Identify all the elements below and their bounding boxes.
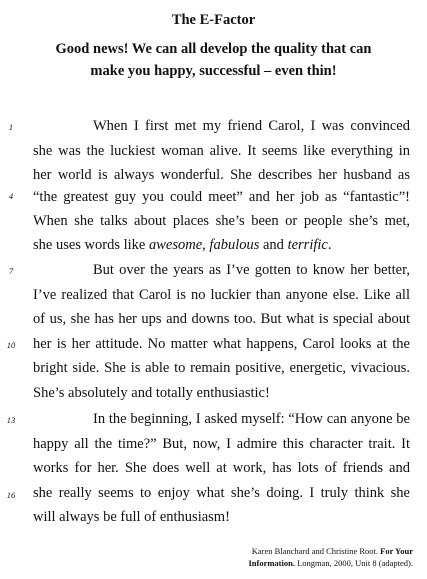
italic-word: awesome xyxy=(149,237,203,253)
line-number: 10 xyxy=(6,340,16,350)
body-line: she really seems to enjoy what she’s doing. I truly think she xyxy=(33,485,410,501)
body-line: But over the years as I’ve gotten to know her better, xyxy=(93,262,410,278)
body-line: happy all the time?” But, now, I admire this character trait. It xyxy=(33,436,410,452)
body-line: works for her. She does well at work, has lots of friends and xyxy=(33,460,410,476)
source-book-title-part-1: For Your xyxy=(380,546,413,556)
body-line-with-italics: she uses words like awesome, fabulous and terrific. xyxy=(33,237,332,253)
document-subtitle-line-2: make you happy, successful – even thin! xyxy=(90,63,337,79)
body-line: she was the luckiest woman alive. It seems like everything in xyxy=(33,143,410,159)
source-book-title-part-2: Information. xyxy=(248,558,295,568)
body-line: In the beginning, I asked myself: “How can anyone be xyxy=(93,411,410,427)
body-line: She’s absolutely and totally enthusiastic! xyxy=(33,385,270,401)
connector-word: and xyxy=(263,237,284,253)
body-line: will always be full of enthusiasm! xyxy=(33,509,230,525)
body-line: of us, she has her ups and downs too. But what is special about xyxy=(33,311,410,327)
document-title: The E-Factor xyxy=(171,12,256,28)
source-authors: Karen Blanchard and Christine Root. xyxy=(251,546,379,556)
body-line: her is her attitude. No matter what happens, Carol looks at the xyxy=(33,336,410,352)
source-citation-line-2 xyxy=(0,558,413,569)
body-line: When I first met my friend Carol, I was convinced xyxy=(93,118,410,134)
line-number: 16 xyxy=(6,490,16,500)
body-line: “the greatest guy you could meet” and her job as “fantastic”! xyxy=(33,189,410,205)
source-citation-line-1 xyxy=(0,546,413,557)
line-number: 4 xyxy=(8,191,14,201)
line-number: 13 xyxy=(6,415,16,425)
line-number: 7 xyxy=(8,266,14,276)
body-line: When she talks about places she’s been or people she’s met, xyxy=(33,213,410,229)
document-subtitle-line-1: Good news! We can all develop the quality that can xyxy=(55,41,372,57)
body-line-text: she uses words like xyxy=(33,237,146,253)
italic-word: terrific xyxy=(287,237,328,253)
body-line: her world is always wonderful. She describes her husband as xyxy=(33,167,410,183)
italic-word: fabulous xyxy=(209,237,260,253)
line-number: 1 xyxy=(8,122,14,132)
body-line: I’ve realized that Carol is no luckier than anyone else. Like all xyxy=(33,287,410,303)
source-publisher: Longman, 2000, Unit 8 (adapted). xyxy=(297,558,413,568)
body-line: bright side. She is able to remain positive, energetic, vivacious. xyxy=(33,360,410,376)
